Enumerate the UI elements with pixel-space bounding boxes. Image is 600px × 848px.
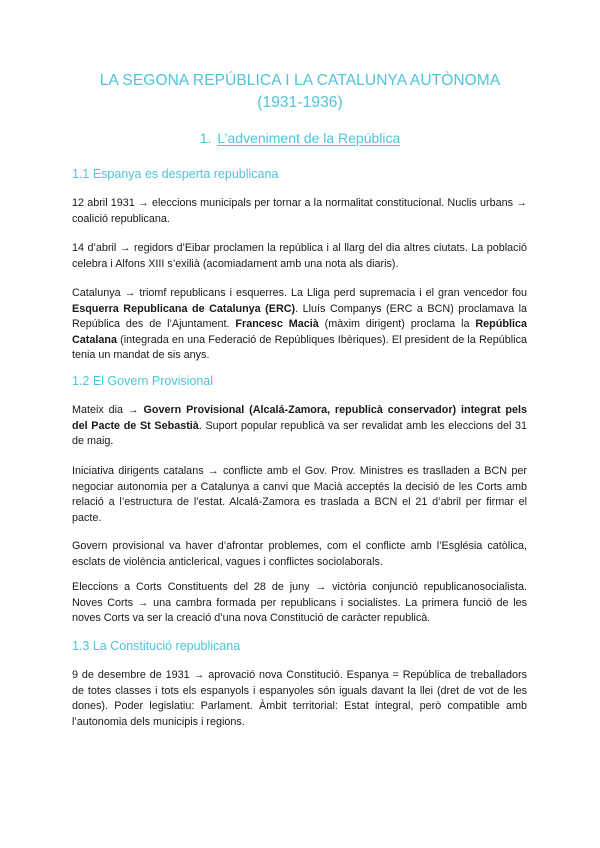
paragraph: Catalunya → triomf republicans i esquerres. La Lliga perd supremacia i el gran vencedor fou Esquerra Republicana de Catalunya (ERC). Lluís Companys (ERC a BCN) proclamava la República des de l’Ajuntament. Francesc Macià (màxim dirigent) proclama la República Catalana (integrada en una Federació de Repúbliques Ibèriques). El president de la República tenia un mandat de sis anys. [72, 287, 527, 362]
title-line-1: LA SEGONA REPÚBLICA I LA CATALUNYA AUTÒNOMA [99, 72, 501, 89]
bold-term: Francesc Macià [235, 318, 319, 331]
paragraph: 9 de desembre de 1931 → aprovació nova Constitució. Espanya = República de treballadors de totes classes i tots els espanyols i espanyoles són iguals davant la llei (dret de vot de les dones). Poder legislatiu: Parlament. Àmbit territorial: Estat integral, però compatible amb l’autonomia dels municipis i regions. [72, 669, 527, 728]
paragraph: 12 abril 1931 → eleccions municipals per tornar a la normalitat constitucional. Nuclis urbans → coalició republicana. [72, 197, 527, 225]
paragraph: Govern provisional va haver d’afrontar problemes, com el conflicte amb l’Església catòlica, esclats de violència anticlerical, vagues i conflictes sociolaborals. [72, 540, 527, 568]
bold-term: Esquerra Republicana de Catalunya (ERC) [72, 302, 296, 315]
paragraph: Iniciativa dirigents catalans → conflicte amb el Gov. Prov. Ministres es traslladen a BCN per negociar autonomia per a Catalunya a canvi que Macià acceptés la decisió de les Corts amb relació a l’estructura de l’estat. Alcalá-Zamora es traslada a BCN el 21 d’abril per firmar el pacte. [72, 465, 527, 524]
subheading-1-3: 1.3 La Constitució republicana [72, 639, 241, 653]
section-number: 1. [199, 130, 212, 146]
paragraph: Eleccions a Corts Constituents del 28 de juny → victòria conjunció republicanosocialista. Noves Corts → una cambra formada per republicans i socialistes. La primera funció de les noves Corts va ser la creació d’una nova Constitució de caràcter republicà. [72, 581, 527, 625]
title-line-2: (1931-1936) [257, 94, 343, 111]
document-title [60, 70, 540, 114]
section-heading [60, 128, 540, 148]
paragraph: Mateix dia → Govern Provisional (Alcalá-Zamora, republicà conservador) integrat pels del Pacte de St Sebastià. Suport popular republicà va ser revalidat amb les eleccions del 31 de maig. [72, 404, 528, 448]
section-title: L’adveniment de la República [217, 130, 401, 146]
bold-term: República Catalana [72, 318, 527, 346]
paragraph: 14 d’abril → regidors d’Eibar proclamen la república i al llarg del dia altres ciutats. La població celebra i Alfons XIII s’exilià (acomiadament amb una nota als diaris). [72, 242, 527, 270]
bold-term: Govern Provisional (Alcalá-Zamora, republicà conservador) integrat pels del Pacte de St Sebastià [72, 404, 527, 432]
subheading-1-2: 1.2 El Govern Provisional [72, 374, 214, 388]
subheading-1-1: 1.1 Espanya es desperta republicana [72, 167, 279, 181]
